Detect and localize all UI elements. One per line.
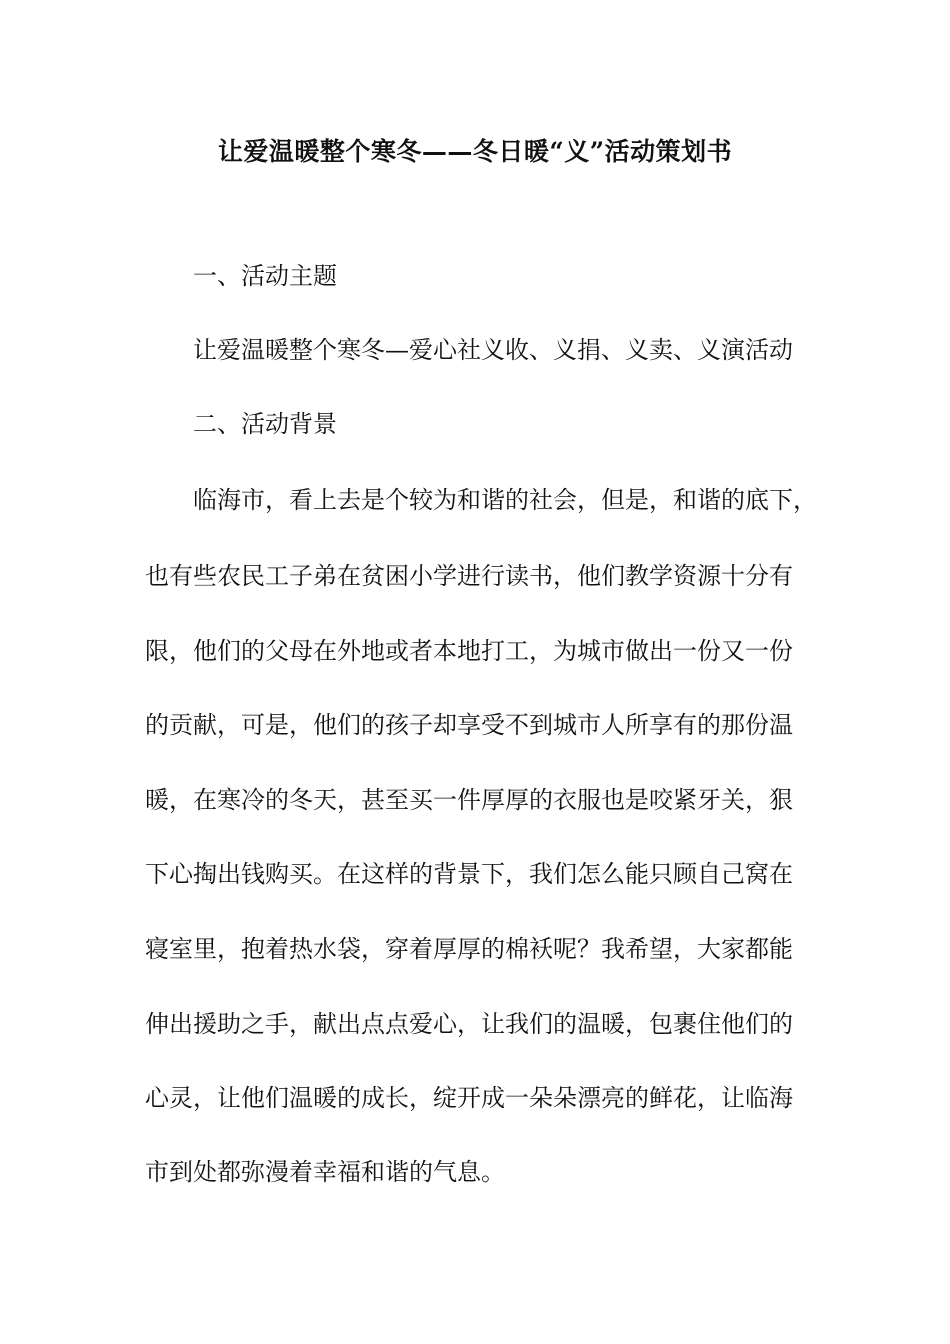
background-paragraph-line: 伸出援助之手，献出点点爱心，让我们的温暖，包裹住他们的 [145, 1010, 793, 1038]
background-paragraph-line: 市到处都弥漫着幸福和谐的气息。 [145, 1158, 505, 1186]
background-paragraph-line: 也有些农民工子弟在贫困小学进行读书，他们教学资源十分有 [145, 562, 793, 590]
background-paragraph-line: 心灵，让他们温暖的成长，绽开成一朵朵漂亮的鲜花，让临海 [145, 1084, 793, 1112]
background-paragraph-line: 临海市，看上去是个较为和谐的社会，但是，和谐的底下， [193, 486, 817, 514]
section-heading-background: 二、活动背景 [193, 410, 337, 438]
background-paragraph-line: 暖，在寒冷的冬天，甚至买一件厚厚的衣服也是咬紧牙关，狠 [145, 786, 793, 814]
background-paragraph-line: 寝室里，抱着热水袋，穿着厚厚的棉袄呢？我希望，大家都能 [145, 935, 793, 963]
background-paragraph-line: 下心掏出钱购买。在这样的背景下，我们怎么能只顾自己窝在 [145, 860, 793, 888]
background-paragraph-line: 限，他们的父母在外地或者本地打工，为城市做出一份又一份 [145, 637, 793, 665]
theme-text: 让爱温暖整个寒冬—爱心社义收、义捐、义卖、义演活动 [193, 336, 793, 364]
background-paragraph-line: 的贡献，可是，他们的孩子却享受不到城市人所享有的那份温 [145, 711, 793, 739]
section-heading-theme: 一、活动主题 [193, 262, 337, 290]
document-title: 让爱温暖整个寒冬——冬日暖“义”活动策划书 [217, 137, 733, 166]
